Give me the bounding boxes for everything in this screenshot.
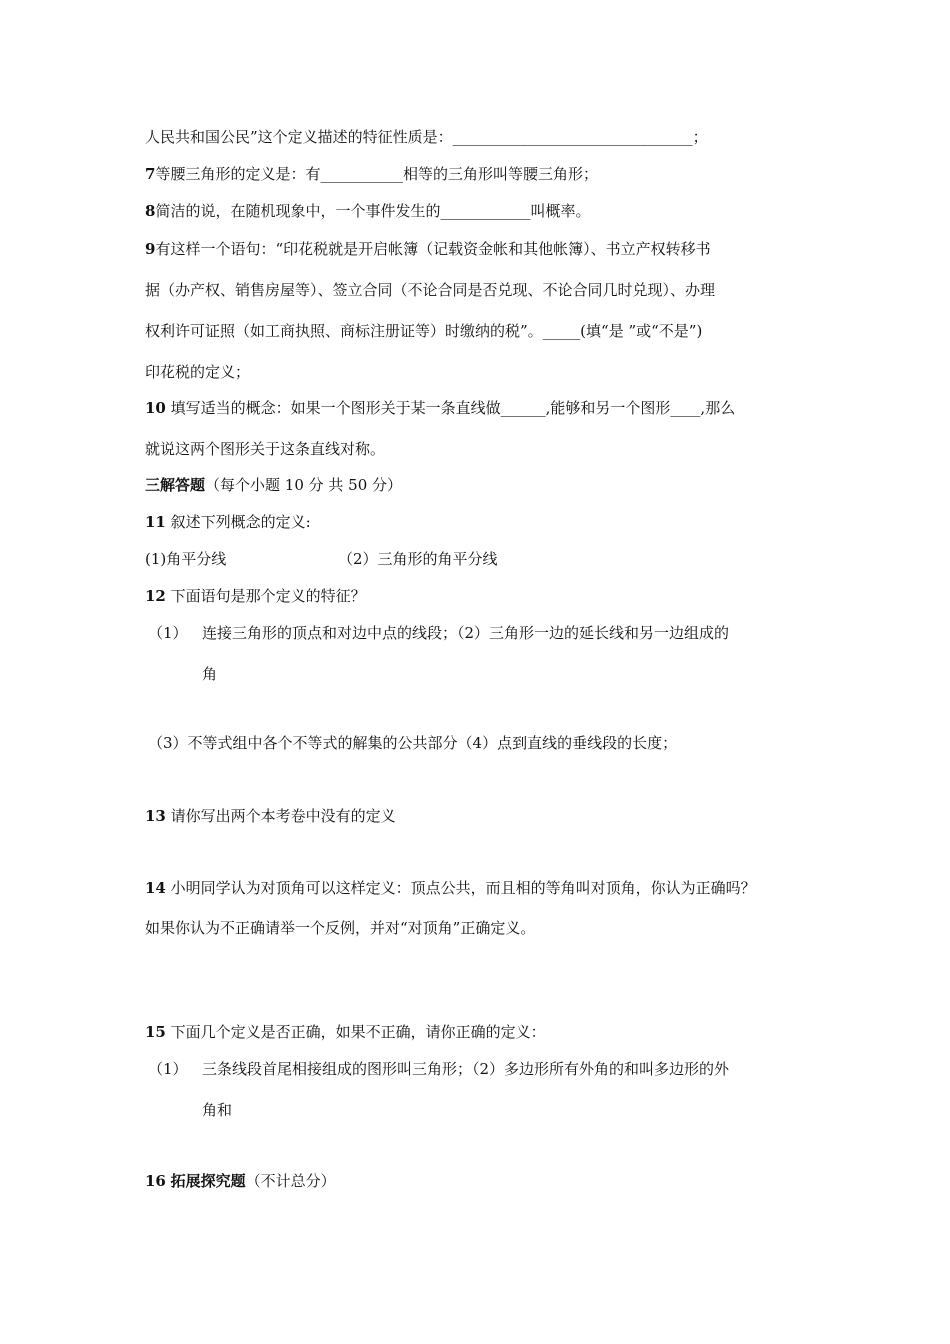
question-11 <box>145 512 311 532</box>
question-12-text: 下面语句是那个定义的特征？ <box>170 587 366 605</box>
question-6-tail <box>145 127 708 147</box>
question-15 <box>145 1022 546 1042</box>
question-12-item-3 <box>148 733 677 753</box>
question-15-text: 下面几个定义是否正确，如果不正确，请你正确的定义： <box>170 1023 546 1041</box>
question-10-text-1: 填写适当的概念：如果一个图形关于某一条直线做______,能够和另一个图形____,那么 <box>170 399 736 417</box>
question-15-item-1-cont-text: 角和 <box>202 1101 233 1119</box>
question-13-number: 13 <box>145 807 166 825</box>
question-11-number: 11 <box>145 513 166 531</box>
question-12-item-3-text: （3）不等式组中各个不等式的解集的公共部分（4）点到直线的垂线段的长度； <box>148 734 678 752</box>
question-14-text-1: 小明同学认为对顶角可以这样定义：顶点公共，而且相的等角叫对顶角，你认为正确吗？ <box>170 879 756 897</box>
section-3-title: 三解答题 <box>145 476 206 494</box>
question-10-text-2: 就说这两个图形关于这条直线对称。 <box>145 440 386 458</box>
question-7-number: 7 <box>145 165 156 183</box>
question-14-text-2: 如果你认为不正确请举一个反例，并对“对顶角”正确定义。 <box>145 919 536 937</box>
question-11-item-1 <box>145 549 226 569</box>
question-12-item-1-cont-text: 角 <box>202 665 218 683</box>
question-16-note: （不计总分） <box>245 1172 336 1190</box>
question-14-line-1 <box>145 878 756 898</box>
question-9-text-2: 据（办产权、销售房屋等）、签立合同（不论合同是否兑现、不论合同几时兑现）、办理 <box>145 281 716 299</box>
question-13-text: 请你写出两个本考卷中没有的定义 <box>170 807 396 825</box>
question-16 <box>145 1171 336 1191</box>
question-9-text-3: 权利许可证照（如工商执照、商标注册证等）时缴纳的税”。_____(填“是 ”或“不是”) <box>145 322 703 340</box>
question-8-text: 简洁的说，在随机现象中，一个事件发生的____________叫概率。 <box>155 202 591 220</box>
question-10-number: 10 <box>145 399 166 417</box>
question-15-item-1 <box>202 1059 729 1079</box>
question-14-number: 14 <box>145 879 166 897</box>
question-15-item-1-label: （1） <box>148 1060 188 1078</box>
section-3-note: （每个小题 10 分 共 50 分） <box>205 476 403 494</box>
question-6-text: 人民共和国公民”这个定义描述的特征性质是：________________________________； <box>145 128 708 146</box>
question-9-line-3 <box>145 321 702 341</box>
question-12-item-label <box>148 623 188 643</box>
question-14-line-2 <box>145 918 535 938</box>
question-13 <box>145 806 396 826</box>
question-16-title: 拓展探究题 <box>170 1172 246 1190</box>
question-7-text: 等腰三角形的定义是：有___________相等的三角形叫等腰三角形； <box>155 165 598 183</box>
question-10-line-2 <box>145 439 385 459</box>
question-11-item-2 <box>338 549 498 569</box>
question-12-item-1-label: （1） <box>148 624 188 642</box>
question-9-line-2 <box>145 280 715 300</box>
question-7 <box>145 164 598 184</box>
question-9-text-1: 有这样一个语句：“印花税就是开启帐簿（记载资金帐和其他帐簿）、书立产权转移书 <box>155 240 711 258</box>
question-12-number: 12 <box>145 587 166 605</box>
question-11-item-1-text: (1)角平分线 <box>145 550 227 568</box>
question-12-item-1-cont <box>202 664 217 684</box>
question-11-item-2-text: （2）三角形的角平分线 <box>338 550 498 568</box>
question-9-line-1 <box>145 239 711 259</box>
question-9-line-4 <box>145 362 250 382</box>
question-12-item-1 <box>202 623 729 643</box>
question-11-text: 叙述下列概念的定义: <box>170 513 311 531</box>
section-3-heading <box>145 475 402 495</box>
question-8-number: 8 <box>145 202 156 220</box>
question-15-item-label <box>148 1059 188 1079</box>
question-9-number: 9 <box>145 240 156 258</box>
question-12-item-1-text: 连接三角形的顶点和对边中点的线段；（2）三角形一边的延长线和另一边组成的 <box>202 624 730 642</box>
question-8 <box>145 201 590 221</box>
question-15-item-1-cont <box>202 1100 232 1120</box>
question-16-number: 16 <box>145 1172 166 1190</box>
question-12 <box>145 586 366 606</box>
question-9-text-4: 印花税的定义； <box>145 363 251 381</box>
question-15-number: 15 <box>145 1023 166 1041</box>
question-10-line-1 <box>145 398 735 418</box>
question-15-item-1-text: 三条线段首尾相接组成的图形叫三角形；（2）多边形所有外角的和叫多边形的外 <box>202 1060 730 1078</box>
